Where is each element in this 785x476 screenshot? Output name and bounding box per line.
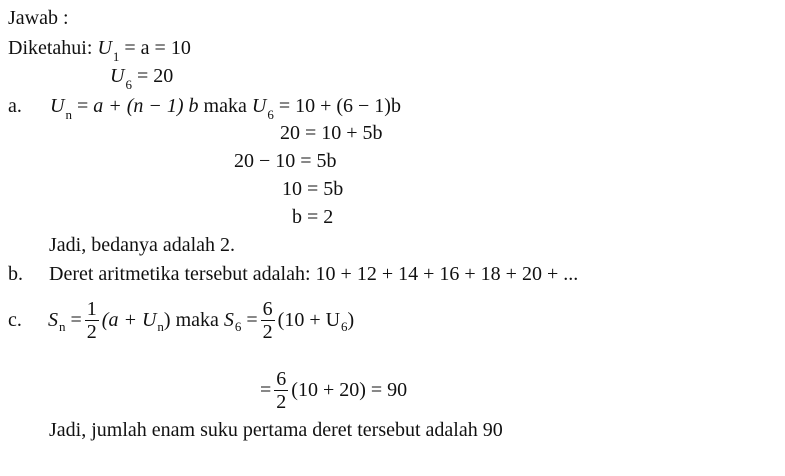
u6-subscript-a: 6 — [267, 107, 274, 122]
answer-heading: Jawab : — [8, 7, 69, 29]
eval-equals: = — [260, 378, 272, 401]
u1-value: = a = 10 — [124, 37, 191, 59]
u6-subscript: 6 — [125, 77, 132, 92]
sn-paren-open: (a + U — [101, 308, 157, 331]
part-c-evaluation — [260, 365, 407, 415]
s6-rhs-open: (10 + U — [277, 308, 341, 331]
un-expression: a + (n − 1) b — [93, 95, 199, 117]
s6-rhs-close: ) — [347, 308, 355, 331]
s6-variable: S — [223, 308, 234, 331]
known-label: Diketahui: — [8, 37, 93, 59]
un-subscript: n — [65, 107, 72, 122]
part-b-text: Deret aritmetika tersebut adalah: 10 + 12 + 14 + 16 + 18 + 20 + ... — [49, 263, 579, 285]
eval-denominator: 2 — [276, 390, 287, 413]
step-4: b = 2 — [292, 206, 334, 228]
s6-subscript: 6 — [234, 319, 242, 334]
u6-variable-a: U — [251, 95, 267, 117]
sn-equals: = — [70, 308, 82, 331]
sn-paren-subscript: n — [157, 319, 164, 334]
step-3: 10 = 5b — [282, 178, 344, 200]
sn-subscript: n — [59, 319, 66, 334]
sn-paren-close: ) — [163, 308, 171, 331]
half-numerator: 1 — [86, 297, 97, 320]
eval-fraction — [274, 368, 288, 413]
part-a-formula — [50, 94, 401, 120]
part-c-formula — [48, 295, 354, 345]
eval-result: (10 + 20) = 90 — [291, 378, 408, 401]
part-c-marker: c. — [8, 309, 22, 331]
u6-rhs: = 10 + (6 − 1)b — [278, 95, 401, 117]
part-a-conclusion: Jadi, bedanya adalah 2. — [49, 234, 236, 256]
sn-variable: S — [48, 308, 58, 331]
known-u1-line — [8, 36, 191, 62]
six-halves-fraction — [261, 298, 275, 343]
un-equals: = — [76, 95, 89, 117]
maka-word-a: maka — [203, 95, 247, 117]
step-2: 20 − 10 = 5b — [234, 150, 337, 172]
eval-numerator: 6 — [276, 367, 287, 390]
step-1: 20 = 10 + 5b — [280, 122, 383, 144]
s6-equals: = — [246, 308, 258, 331]
part-b-marker: b. — [8, 263, 23, 285]
u1-subscript: 1 — [112, 49, 120, 64]
known-u6-line — [110, 64, 173, 90]
two-denominator: 2 — [262, 320, 273, 343]
six-numerator: 6 — [262, 297, 273, 320]
maka-word-c: maka — [175, 308, 219, 331]
part-a-marker: a. — [8, 95, 22, 117]
u6-value: = 20 — [136, 65, 174, 87]
half-denominator: 2 — [86, 320, 97, 343]
u1-variable: U — [97, 37, 112, 59]
half-fraction — [85, 298, 99, 343]
s6-rhs-subscript: 6 — [341, 319, 348, 334]
un-variable: U — [50, 95, 65, 117]
part-c-conclusion: Jadi, jumlah enam suku pertama deret tersebut adalah 90 — [49, 419, 503, 441]
u6-variable: U — [110, 65, 125, 87]
